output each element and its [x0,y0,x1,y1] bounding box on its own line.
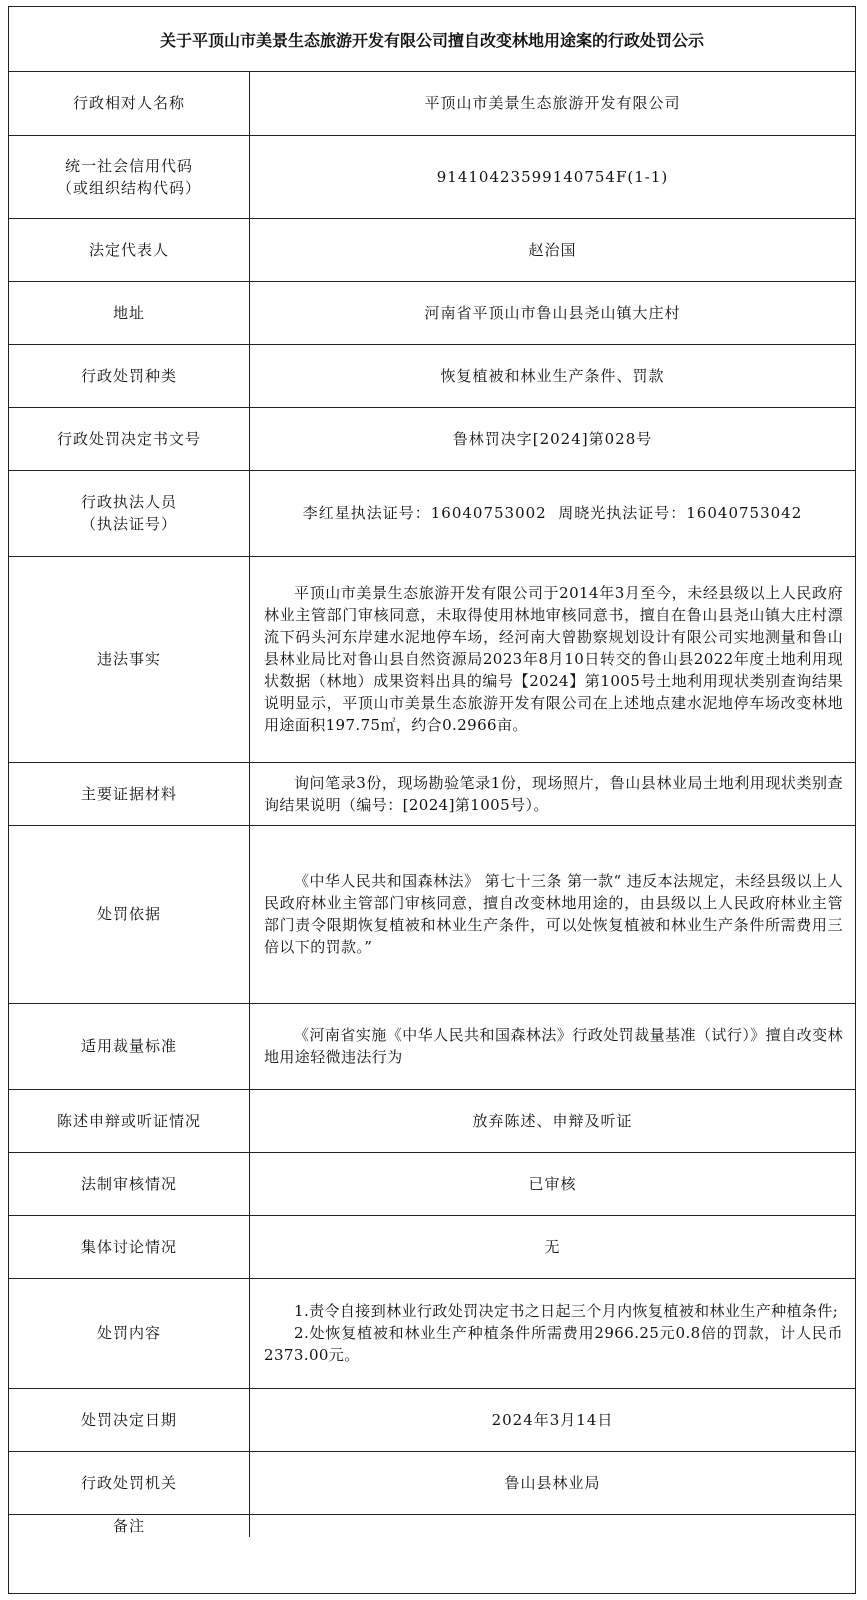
party-name-label: 行政相对人名称 [9,72,250,135]
remarks-label: 备注 [9,1514,250,1537]
officers-label [9,470,250,556]
table-row [9,344,855,407]
standard-cell [250,1003,856,1089]
facts-label: 违法事实 [9,556,250,762]
table-row [9,281,855,344]
basis-value: 《中华人民共和国森林法》 第七十三条 第一款“ 违反本法规定，未经县级以上人民政府林业主管部门审核同意，擅自改变林地用途的，由县级以上人民政府林业主管部门责令限期恢复植被和林业生产条件，可以处恢复植被和林业生产条件所需费用三倍以下的罚款。” [264,872,843,956]
date-label: 处罚决定日期 [9,1388,250,1451]
legal-review-label: 法制审核情况 [9,1152,250,1215]
table-row [9,407,855,470]
party-name-value: 平顶山市美景生态旅游开发有限公司 [250,72,856,135]
document-title: 关于平顶山市美景生态旅游开发有限公司擅自改变林地用途案的行政处罚公示 [9,7,855,72]
content-cell [250,1278,856,1388]
facts-cell [250,556,856,762]
penalty-info-table [9,72,855,1537]
authority-label: 行政处罚机关 [9,1451,250,1514]
evidence-label: 主要证据材料 [9,762,250,825]
table-row [9,1451,855,1514]
collective-label: 集体讨论情况 [9,1215,250,1278]
officers-label-line2: （执法证号） [80,515,177,533]
decision-no-label: 行政处罚决定书文号 [9,407,250,470]
penalty-notice-document [8,6,856,1594]
table-row [9,72,855,135]
penalty-type-label: 行政处罚种类 [9,344,250,407]
officers-value: 李红星执法证号：16040753002 周晓光执法证号：16040753042 [250,470,856,556]
table-row [9,135,855,218]
authority-value: 鲁山县林业局 [250,1451,856,1514]
date-value: 2024年3月14日 [250,1388,856,1451]
officers-label-line1: 行政执法人员 [80,493,177,511]
legal-rep-value: 赵治国 [250,218,856,281]
statement-value: 放弃陈述、申辩及听证 [250,1089,856,1152]
credit-code-label-line1: 统一社会信用代码 [64,156,193,175]
basis-cell [250,825,856,1003]
statement-label: 陈述申辩或听证情况 [9,1089,250,1152]
address-value: 河南省平顶山市鲁山县尧山镇大庄村 [250,281,856,344]
table-row [9,218,855,281]
credit-code-label [9,135,250,218]
table-row [9,1089,855,1152]
address-label: 地址 [9,281,250,344]
penalty-type-value: 恢复植被和林业生产条件、罚款 [250,344,856,407]
standard-value: 《河南省实施《中华人民共和国森林法》行政处罚裁量基准（试行）》擅自改变林地用途轻微违法行为 [264,1026,843,1066]
facts-value: 平顶山市美景生态旅游开发有限公司于2014年3月至今，未经县级以上人民政府林业主管部门审核同意，未取得使用林地审核同意书，擅自在鲁山县尧山镇大庄村漂流下码头河东岸建水泥地停车场，经河南大曾勘察规划设计有限公司实地测量和鲁山县林业局比对鲁山县自然资源局2023年8月10日转交的鲁山县2022年度土地利用现状数据（林地）成果资料出具的编号【2024】第1005号土地利用现状类别查询结果说明显示，平顶山市美景生态旅游开发有限公司在上述地点建水泥地停车场改变林地用途面积197.75㎡，约合0.2966亩。 [264,584,843,734]
table-row [9,1215,855,1278]
content-label: 处罚内容 [9,1278,250,1388]
decision-no-value: 鲁林罚决字[2024]第028号 [250,407,856,470]
evidence-cell [250,762,856,825]
content-item-1: 1.责令自接到林业行政处罚决定书之日起三个月内恢复植被和林业生产种植条件; [294,1302,839,1320]
remarks-value [250,1514,856,1537]
table-row [9,1388,855,1451]
table-row [9,1152,855,1215]
table-row [9,1003,855,1089]
credit-code-value: 91410423599140754F(1-1) [250,135,856,218]
legal-review-value: 已审核 [250,1152,856,1215]
table-row [9,1278,855,1388]
table-row [9,470,855,556]
table-row [9,1514,855,1537]
table-row [9,556,855,762]
table-row [9,762,855,825]
content-item-2: 2.处恢复植被和林业生产种植条件所需费用2966.25元0.8倍的罚款，计人民币2373.00元。 [264,1324,843,1364]
table-row [9,825,855,1003]
credit-code-label-line2: （或组织结构代码） [56,178,201,197]
standard-label: 适用裁量标准 [9,1003,250,1089]
collective-value: 无 [250,1215,856,1278]
evidence-value: 询问笔录3份，现场勘验笔录1份，现场照片，鲁山县林业局土地利用现状类别查询结果说明（编号：[2024]第1005号）。 [264,773,843,814]
legal-rep-label: 法定代表人 [9,218,250,281]
basis-label: 处罚依据 [9,825,250,1003]
